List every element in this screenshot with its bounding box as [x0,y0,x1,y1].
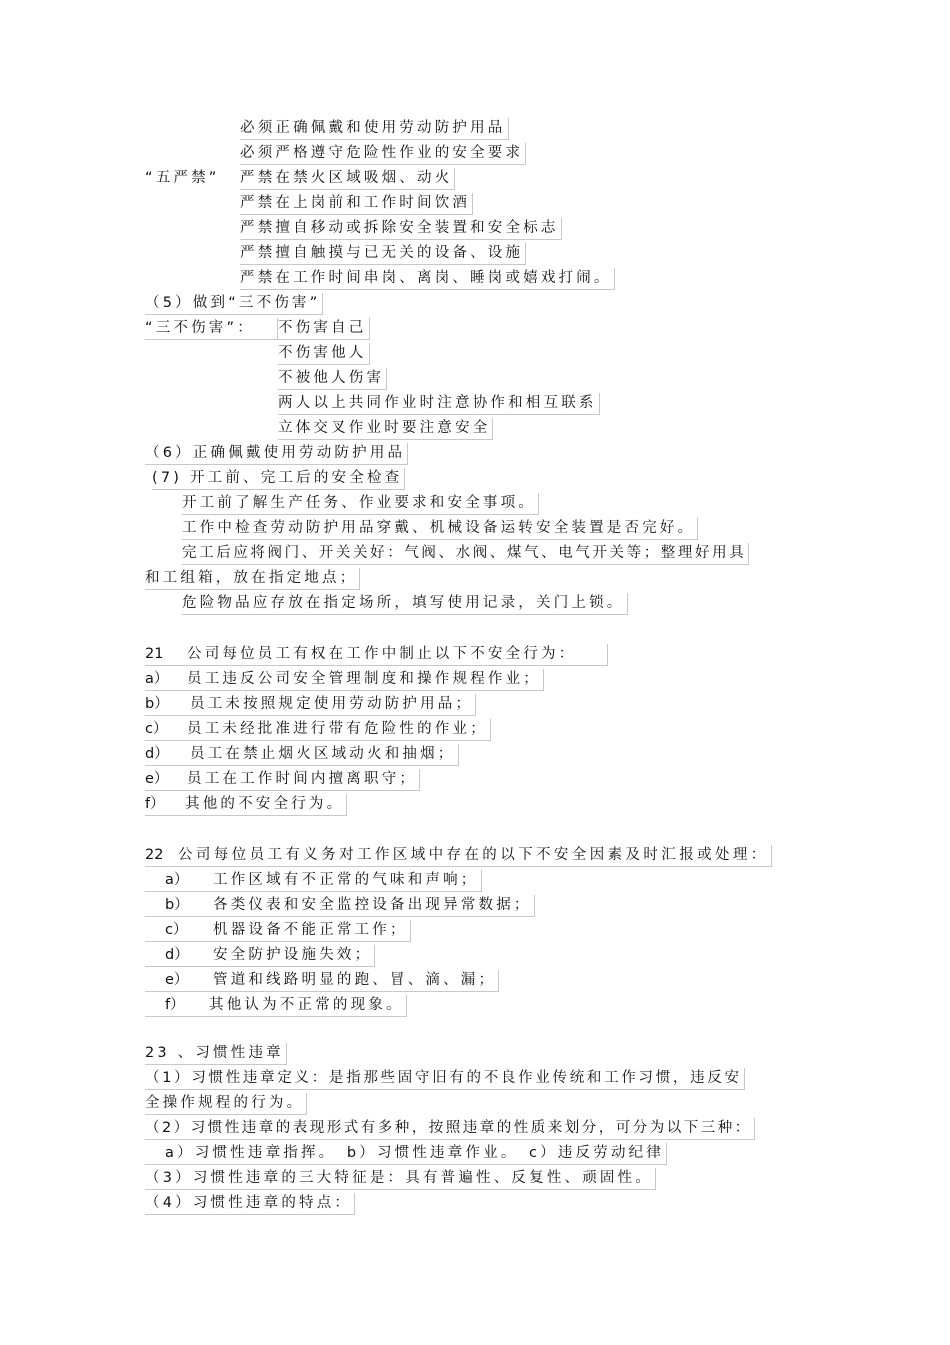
section22-number: 22 [145,847,164,863]
section22-heading: 公司每位员工有义务对工作区域中存在的以下不安全因素及时汇报或处理： [178,847,769,863]
section21-item-d [145,744,459,766]
item7-line-3: 完工后应将阀门、开关关好：气阀、水阀、煤气、电气开关等；整理好用具 [182,543,749,565]
section22-heading-row [145,845,772,867]
item7-line-5: 危险物品应存放在指定场所，填写使用记录，关门上锁。 [182,593,628,615]
item5-heading: （5）做到“三不伤害” [145,293,323,315]
no-harm-item-3: 不被他人伤害 [278,368,387,390]
no-harm-item-4: 两人以上共同作业时注意协作和相互联系 [278,393,600,415]
must-item-4: 必须正确佩戴和使用劳动防护用品 [240,118,509,140]
no-harm-item-5: 立体交叉作业时要注意安全 [278,418,493,440]
list-item-text: 其他的不安全行为。 [185,796,345,812]
list-marker: c） [145,721,168,737]
prohibition-item-5: 严禁在工作时间串岗、离岗、睡岗或嬉戏打闹。 [240,268,615,290]
list-item-text: 各类仪表和安全监控设备出现异常数据； [213,897,532,913]
section22-item-e [145,970,499,992]
prohibition-item-2: 严禁在上岗前和工作时间饮酒 [240,193,473,215]
section22-item-f [145,995,407,1017]
section23-p1-line2: 全操作规程的行为。 [145,1093,307,1115]
list-item-text: 机器设备不能正常工作； [213,922,408,938]
section21-number: 21 [145,646,164,662]
section23-heading: 23 、习惯性违章 [145,1043,287,1065]
five-prohibitions-label: “五严禁” [145,170,220,186]
no-harm-item-1: 不伤害自己 [278,318,370,340]
list-item-text: 员工在禁止烟火区域动火和抽烟； [190,746,456,762]
item7-line-2: 工作中检查劳动防护用品穿戴、机械设备运转安全装置是否完好。 [182,518,698,540]
section21-item-a [145,669,544,691]
list-item-text: 员工违反公司安全管理制度和操作规程作业； [187,671,541,687]
section21-heading-row [145,644,608,666]
list-marker: c） [165,922,188,938]
section22-item-d [145,945,375,967]
section23-p4: （4）习惯性违章的特点： [145,1193,355,1215]
list-marker: f） [165,997,185,1013]
section21-item-e [145,769,420,791]
list-item-text: 员工在工作时间内擅离职守； [187,771,418,787]
list-item-text: 员工未按照规定使用劳动防护用品； [190,696,474,712]
list-item-text: 工作区域有不正常的气味和声响； [213,872,479,888]
list-marker: e） [165,972,189,988]
item7-line-4: 和工组箱，放在指定地点； [145,568,360,590]
section22-item-c [145,920,411,942]
list-marker: f） [145,796,165,812]
list-marker: d） [165,947,189,963]
no-harm-item-2: 不伤害他人 [278,343,370,365]
item7-line-1: 开工前了解生产任务、作业要求和安全事项。 [182,493,539,515]
item5-label: “三不伤害”： [145,318,278,340]
must-item-5: 必须严格遵守危险性作业的安全要求 [240,143,526,165]
list-marker: e） [145,771,169,787]
section21-item-f [145,794,347,816]
prohibition-item-4: 严禁擅自触摸与已无关的设备、设施 [240,243,526,265]
list-marker: d） [145,746,169,762]
list-marker: a） [165,872,189,888]
section22-item-a [145,870,482,892]
prohibition-item-3: 严禁擅自移动或拆除安全装置和安全标志 [240,218,562,240]
list-marker: b） [145,696,169,712]
section21-item-c [145,719,491,741]
section21-heading: 公司每位员工有权在工作中制止以下不安全行为： [187,646,577,662]
prohibition-item-1: 严禁在禁火区域吸烟、动火 [240,168,455,190]
list-marker: a） [145,671,169,687]
item6-heading: （6）正确佩戴使用劳动防护用品 [145,443,408,465]
section23-p2: （2）习惯性违章的表现形式有多种，按照违章的性质来划分，可分为以下三种： [145,1118,755,1140]
section23-p2-types: a）习惯性违章指挥。 b）习惯性违章作业。 c）违反劳动纪律 [145,1143,667,1165]
section21-item-b [145,694,476,716]
section23-p1-line1: （1）习惯性违章定义：是指那些固守旧有的不良作业传统和工作习惯，违反安 [145,1068,745,1090]
section23-p3: （3）习惯性违章的三大特征是：具有普遍性、反复性、顽固性。 [145,1168,656,1190]
section22-item-b [145,895,535,917]
list-item-text: 管道和线路明显的跑、冒、滴、漏； [213,972,497,988]
item7-heading: (7) 开工前、完工后的安全检查 [152,468,405,490]
list-marker: b） [165,897,189,913]
list-item-text: 安全防护设施失效； [213,947,373,963]
list-item-text: 员工未经批准进行带有危险性的作业； [187,721,488,737]
list-item-text: 其他认为不正常的现象。 [209,997,404,1013]
